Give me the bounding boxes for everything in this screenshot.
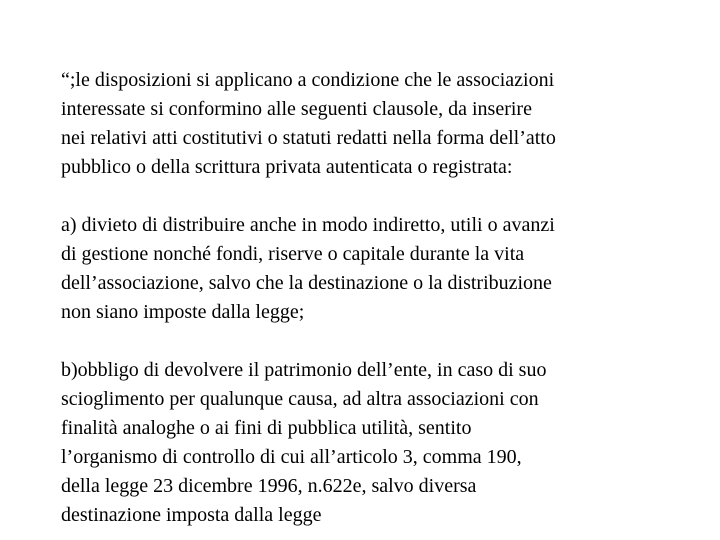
text-line: pubblico o della scrittura privata autenticata o registrata:	[61, 156, 513, 178]
text-line: b)obbligo di devolvere il patrimonio dell’ente, in caso di suo	[61, 359, 547, 381]
text-line: nei relativi atti costitutivi o statuti redatti nella forma dell’atto	[61, 127, 556, 149]
text-line: destinazione imposta dalla legge	[61, 504, 322, 526]
text-line: di gestione nonché fondi, riserve o capitale durante la vita	[61, 243, 525, 265]
text-body	[61, 66, 681, 530]
paragraph-clause-b	[61, 356, 681, 530]
paragraph-clause-a	[61, 211, 681, 327]
text-line: a) divieto di distribuire anche in modo indiretto, utili o avanzi	[61, 214, 555, 236]
text-line: della legge 23 dicembre 1996, n.622e, salvo diversa	[61, 475, 477, 497]
paragraph-intro	[61, 66, 681, 182]
text-line: finalità analoghe o ai fini di pubblica utilità, sentito	[61, 417, 472, 439]
text-line: dell’associazione, salvo che la destinazione o la distribuzione	[61, 272, 552, 294]
text-line: scioglimento per qualunque causa, ad altra associazioni con	[61, 388, 539, 410]
text-line: l’organismo di controllo di cui all’articolo 3, comma 190,	[61, 446, 522, 468]
text-line: “;le disposizioni si applicano a condizione che le associazioni	[61, 69, 555, 91]
text-line: interessate si conformino alle seguenti clausole, da inserire	[61, 98, 532, 120]
text-line: non siano imposte dalla legge;	[61, 301, 305, 323]
